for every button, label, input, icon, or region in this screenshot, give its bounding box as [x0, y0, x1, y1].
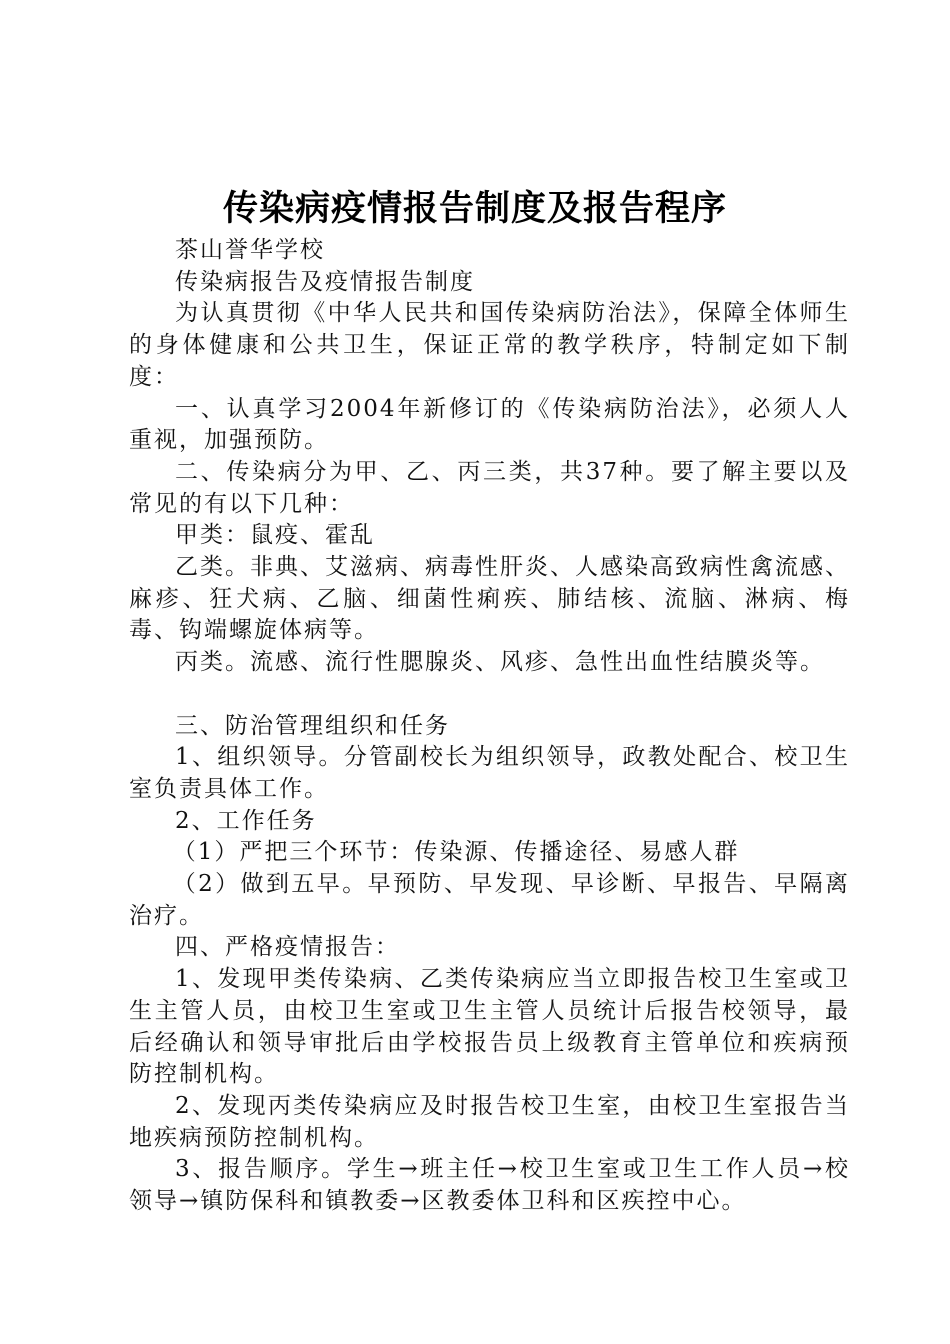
task-item-1: （1）严把三个环节：传染源、传播途径、易感人群 — [172, 839, 740, 866]
rule-three-item-2: 2、工作任务 — [175, 807, 317, 834]
intro-paragraph: 为认真贯彻《中华人民共和国传染病防治法》，保障全体师生的身体健康和公共卫生，保证正常的教学秩序，特制定如下制度： — [129, 300, 850, 390]
section-heading: 传染病报告及疫情报告制度 — [175, 268, 475, 295]
rule-three-item-1: 1、组织领导。分管副校长为组织领导，政教处配合、校卫生室负责具体工作。 — [129, 744, 850, 802]
document-body — [129, 235, 850, 1218]
rule-two: 二、传染病分为甲、乙、丙三类，共37种。要了解主要以及常见的有以下几种： — [129, 458, 850, 517]
rule-four: 四、严格疫情报告： — [175, 934, 400, 961]
rule-four-item-3: 3、报告顺序。学生→班主任→校卫生室或卫生工作人员→校领导→镇防保科和镇教委→区教委体卫科和区疾控中心。 — [129, 1156, 850, 1215]
class-b: 乙类。非典、艾滋病、病毒性肝炎、人感染高致病性禽流感、麻疹、狂犬病、乙脑、细菌性痢疾、肺结核、流脑、淋病、梅毒、钩端螺旋体病等。 — [129, 554, 850, 644]
rule-three: 三、防治管理组织和任务 — [175, 712, 450, 739]
class-a: 甲类：鼠疫、霍乱 — [175, 522, 375, 549]
task-item-2: （2）做到五早。早预防、早发现、早诊断、早报告、早隔离治疗。 — [129, 871, 850, 929]
rule-four-item-1: 1、发现甲类传染病、乙类传染病应当立即报告校卫生室或卫生主管人员，由校卫生室或卫生主管人员统计后报告校领导，最后经确认和领导审批后由学校报告员上级教育主管单位和疾病预防控制机构。 — [129, 966, 850, 1088]
blank-line — [129, 679, 850, 711]
class-c: 丙类。流感、流行性腮腺炎、风疹、急性出血性结膜炎等。 — [175, 649, 825, 676]
rule-four-item-2: 2、发现丙类传染病应及时报告校卫生室，由校卫生室报告当地疾病预防控制机构。 — [129, 1092, 850, 1151]
school-name: 茶山誉华学校 — [175, 237, 325, 263]
document-title: 传染病疫情报告制度及报告程序 — [222, 188, 727, 229]
rule-one: 一、认真学习2004年新修订的《传染病防治法》，必须人人重视，加强预防。 — [129, 395, 850, 454]
